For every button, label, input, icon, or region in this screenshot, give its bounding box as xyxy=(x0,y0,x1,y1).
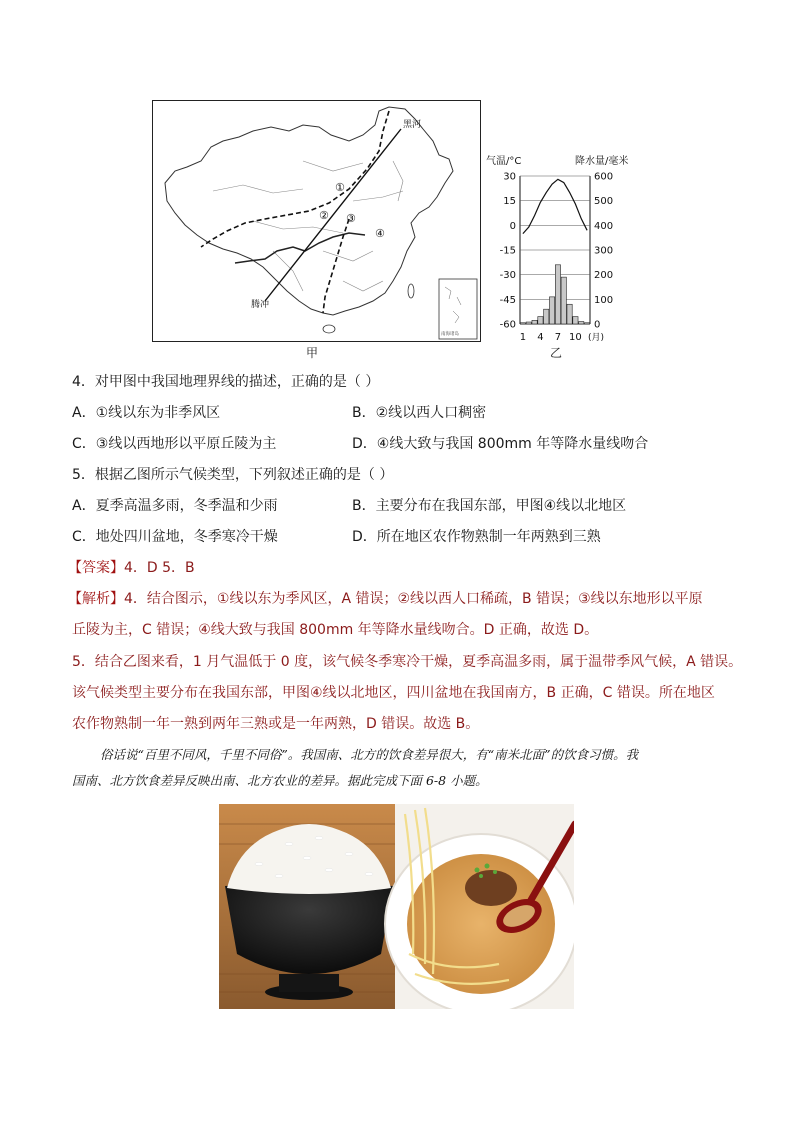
precip-bar xyxy=(549,297,554,324)
climate-chart xyxy=(484,152,644,352)
rice-and-noodles-image xyxy=(219,804,574,1009)
china-outline xyxy=(165,107,453,315)
answer-line xyxy=(68,558,195,578)
q5-option-c: C．地处四川盆地，冬季寒冷干燥 xyxy=(72,529,278,545)
right-axis-title: 降水量/毫米 xyxy=(575,156,629,167)
label-tengchong: 腾冲 xyxy=(251,300,270,310)
precip-bar xyxy=(526,322,531,324)
climate-caption: 乙 xyxy=(550,346,563,360)
inset-label: 南海诸岛 xyxy=(441,332,459,337)
q5-option-b: B．主要分布在我国东部，甲图④线以北地区 xyxy=(352,498,627,514)
q4-option-c: C．③线以西地形以平原丘陵为主 xyxy=(72,436,277,452)
province-lines xyxy=(213,161,403,291)
precip-tick-label: 500 xyxy=(594,196,614,208)
line-label-4: ④ xyxy=(375,227,385,240)
precip-tick-label: 100 xyxy=(594,294,614,306)
q4-stem: 4．对甲图中我国地理界线的描述，正确的是（ ） xyxy=(72,374,380,390)
taiwan-island xyxy=(408,284,414,298)
q4-option-b: B．②线以西人口稠密 xyxy=(352,405,487,421)
temp-tick-label: 0 xyxy=(509,220,516,232)
line-label-1: ① xyxy=(335,181,345,194)
temp-tick-label: -15 xyxy=(499,245,516,257)
analysis-p2 xyxy=(72,652,743,734)
china-map-figure xyxy=(152,100,481,342)
precip-bar xyxy=(532,320,537,324)
food-photo xyxy=(219,804,574,1009)
x-tick-label: 4 xyxy=(537,332,544,343)
precip-tick-label: 300 xyxy=(594,245,614,257)
precip-bar xyxy=(544,309,549,324)
q4-option-a: A．①线以东为非季风区 xyxy=(72,405,221,421)
q5-stem: 5．根据乙图所示气候类型，下列叙述正确的是（ ） xyxy=(72,467,394,483)
analysis-p2-line1: 5．结合乙图来看，1 月气温低于 0 度，该气候冬季寒冷干燥，夏季高温多雨，属于温带季风气候，A 错误。 xyxy=(72,654,743,670)
q4-option-d: D．④线大致与我国 800mm 年等降水量线吻合 xyxy=(352,436,649,452)
precip-bar xyxy=(573,317,578,324)
analysis-p1 xyxy=(68,589,732,640)
meat-topping xyxy=(465,870,517,906)
precip-bar xyxy=(538,317,543,324)
precip-bar xyxy=(584,323,589,324)
precip-bar xyxy=(579,322,584,324)
intro-paragraph xyxy=(72,742,722,794)
precip-bars xyxy=(520,265,589,324)
precip-tick-label: 600 xyxy=(594,171,614,183)
map-caption: 甲 xyxy=(306,346,319,360)
analysis-p1-line1: 4．结合图示，①线以东为季风区，A 错误；②线以西人口稀疏，B 错误；③线以东地形以平原 xyxy=(124,591,703,607)
precip-bar xyxy=(520,323,525,324)
intro-line2: 国南、北方饮食差异反映出南、北方农业的差异。据此完成下面 6-8 小题。 xyxy=(72,773,488,788)
precip-tick-label: 0 xyxy=(594,319,601,331)
temp-tick-label: -60 xyxy=(499,319,516,331)
left-axis-title: 气温/°C xyxy=(486,156,522,167)
hainan-island xyxy=(323,325,335,333)
temp-tick-label: -30 xyxy=(499,270,516,282)
intro-line1: 俗话说“百里不同风，千里不同俗”。我国南、北方的饮食差异很大，有“南米北面”的饮食习惯。我 xyxy=(100,747,639,762)
china-map xyxy=(153,101,480,341)
precip-bar xyxy=(555,265,560,324)
months-label: (月) xyxy=(588,333,605,343)
precip-tick-label: 400 xyxy=(594,220,614,232)
rice-bowl-icon xyxy=(225,882,393,974)
analysis-p2-line2: 该气候类型主要分布在我国东部，甲图④线以北地区，四川盆地在我国南方，B 正确，C 错误。所在地区 xyxy=(72,685,715,701)
analysis-p2-line3: 农作物熟制一年一熟到两年三熟或是一年两熟，D 错误。故选 B。 xyxy=(72,716,480,732)
precip-bar xyxy=(561,277,566,324)
dashed-line-3 xyxy=(323,219,349,313)
line-label-3: ③ xyxy=(346,212,356,225)
q5-option-a: A．夏季高温多雨，冬季温和少雨 xyxy=(72,498,278,514)
x-tick-label: 1 xyxy=(519,332,527,343)
heihe-tengchong-line xyxy=(265,129,401,301)
temp-tick-label: -45 xyxy=(499,294,516,306)
precip-bar xyxy=(567,304,572,324)
south-china-sea-inset xyxy=(439,279,477,339)
x-tick-label: 10 xyxy=(569,332,582,343)
q5-option-d: D．所在地区农作物熟制一年两熟到三熟 xyxy=(352,529,601,545)
analysis-tag: 【解析】 xyxy=(68,591,124,607)
temp-tick-label: 15 xyxy=(503,196,516,208)
label-heihe: 黑河 xyxy=(403,120,422,130)
line-label-2: ② xyxy=(319,209,329,222)
answer-tag: 【答案】 xyxy=(68,560,124,576)
answer-text: 4．D 5．B xyxy=(124,560,195,576)
x-tick-label: 7 xyxy=(554,332,562,343)
precip-tick-label: 200 xyxy=(594,270,614,282)
temp-tick-label: 30 xyxy=(503,171,516,183)
analysis-p1-line2: 丘陵为主，C 错误；④线大致与我国 800mm 年等降水量线吻合。D 正确，故选 D。 xyxy=(72,622,599,638)
